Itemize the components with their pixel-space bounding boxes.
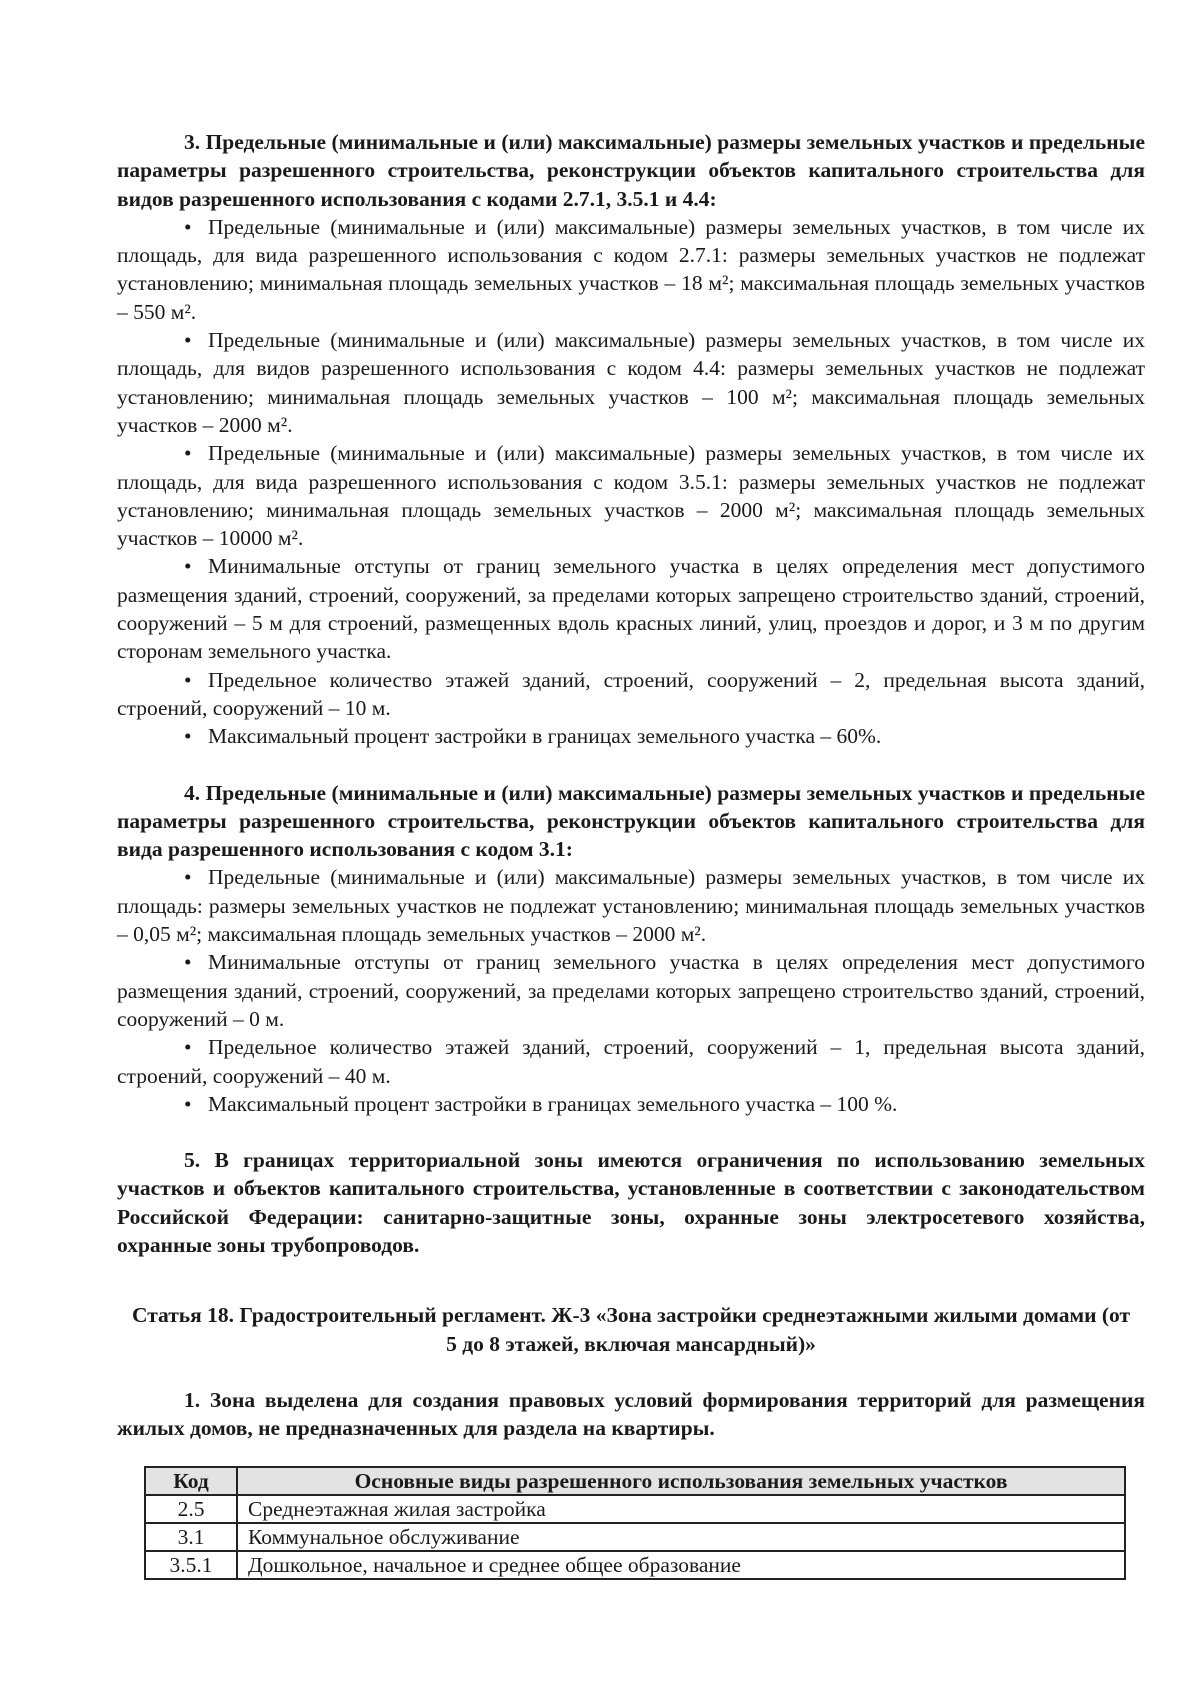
cell-code: 2.5	[145, 1495, 237, 1523]
section-3-heading: 3. Предельные (минимальные и (или) максимальные) размеры земельных участков и предельные параметры разрешенного строительства, реконструкции объектов капитального строительства для видов разрешенного использования с кодами 2.7.1, 3.5.1 и 4.4:	[117, 130, 1145, 211]
table-row	[145, 1495, 1125, 1523]
article-18-title: Статья 18. Градостроительный регламент. Ж-3 «Зона застройки среднеэтажными жилыми домами (от 5 до 8 этажей, включая мансардный)»	[131, 1303, 1131, 1356]
spacer	[117, 1118, 1145, 1146]
section-5-heading: 5. В границах территориальной зоны имеются ограничения по использованию земельных участков и объектов капитального строительства, установленные в соответствии с законодательством Российской Федерации: санитарно-защитные зоны, охранные зоны электросетевого хозяйства, охранные зоны трубопроводов.	[117, 1148, 1145, 1257]
table-row	[145, 1523, 1125, 1551]
section-3-bullet: • Минимальные отступы от границ земельного участка в целях определения мест допустимого размещения зданий, строений, сооружений, за пределами которых запрещено строительство зданий, строений, сооружений – 5 м для строений, размещенных вдоль красных линий, улиц, проездов и дорог, и 3 м по другим сторонам земельного участка.	[117, 552, 1145, 665]
spacer	[117, 1259, 1145, 1287]
section-4-bullet: • Максимальный процент застройки в границах земельного участка – 100 %.	[117, 1090, 1145, 1118]
cell-name: Среднеэтажная жилая застройка	[237, 1495, 1125, 1523]
section-3-bullet: • Предельные (минимальные и (или) максимальные) размеры земельных участков, в том числе их площадь, для вида разрешенного использования с кодом 2.7.1: размеры земельных участков не подлежат установлению; минимальная площадь земельных участков – 18 м²; максимальная площадь земельных участков – 550 м².	[117, 213, 1145, 326]
spacer	[117, 1287, 1145, 1301]
article-18-point-1: 1. Зона выделена для создания правовых условий формирования территорий для размещения жилых домов, не предназначенных для раздела на квартиры.	[117, 1387, 1145, 1441]
cell-code: 3.5.1	[145, 1551, 237, 1579]
table-header-row	[145, 1467, 1125, 1495]
section-4-bullet: • Минимальные отступы от границ земельного участка в целях определения мест допустимого размещения зданий, строений, сооружений, за пределами которых запрещено строительство зданий, строений, сооружений – 0 м.	[117, 948, 1145, 1033]
section-3-bullet: • Предельные (минимальные и (или) максимальные) размеры земельных участков, в том числе их площадь, для видов разрешенного использования с кодом 4.4: размеры земельных участков не подлежат установлению; минимальная площадь земельных участков – 100 м²; максимальная площадь земельных участков – 2000 м².	[117, 326, 1145, 439]
section-3-bullet: • Предельные (минимальные и (или) максимальные) размеры земельных участков, в том числе их площадь, для вида разрешенного использования с кодом 3.5.1: размеры земельных участков не подлежат установлению; минимальная площадь земельных участков – 2000 м²; максимальная площадь земельных участков – 10000 м².	[117, 439, 1145, 552]
land-use-table	[144, 1466, 1126, 1580]
section-3-bullet: • Максимальный процент застройки в границах земельного участка – 60%.	[117, 722, 1145, 750]
cell-code: 3.1	[145, 1523, 237, 1551]
section-4-heading: 4. Предельные (минимальные и (или) максимальные) размеры земельных участков и предельные параметры разрешенного строительства, реконструкции объектов капитального строительства для вида разрешенного использования с кодом 3.1:	[117, 780, 1145, 862]
cell-name: Коммунальное обслуживание	[237, 1523, 1125, 1551]
column-header-name: Основные виды разрешенного использования земельных участков	[237, 1467, 1125, 1495]
spacer	[117, 751, 1145, 779]
section-4-bullet: • Предельные (минимальные и (или) максимальные) размеры земельных участков, в том числе их площадь: размеры земельных участков не подлежат установлению; минимальная площадь земельных участков – 0,05 м²; максимальная площадь земельных участков – 2000 м².	[117, 863, 1145, 948]
section-3-bullet: • Предельное количество этажей зданий, строений, сооружений – 2, предельная высота зданий, строений, сооружений – 10 м.	[117, 666, 1145, 723]
section-4-bullet: • Предельное количество этажей зданий, строений, сооружений – 1, предельная высота зданий, строений, сооружений – 40 м.	[117, 1033, 1145, 1090]
cell-name: Дошкольное, начальное и среднее общее образование	[237, 1551, 1125, 1579]
table-row	[145, 1551, 1125, 1579]
document-page	[117, 128, 1145, 1580]
spacer	[117, 1358, 1145, 1386]
column-header-code: Код	[145, 1467, 237, 1495]
